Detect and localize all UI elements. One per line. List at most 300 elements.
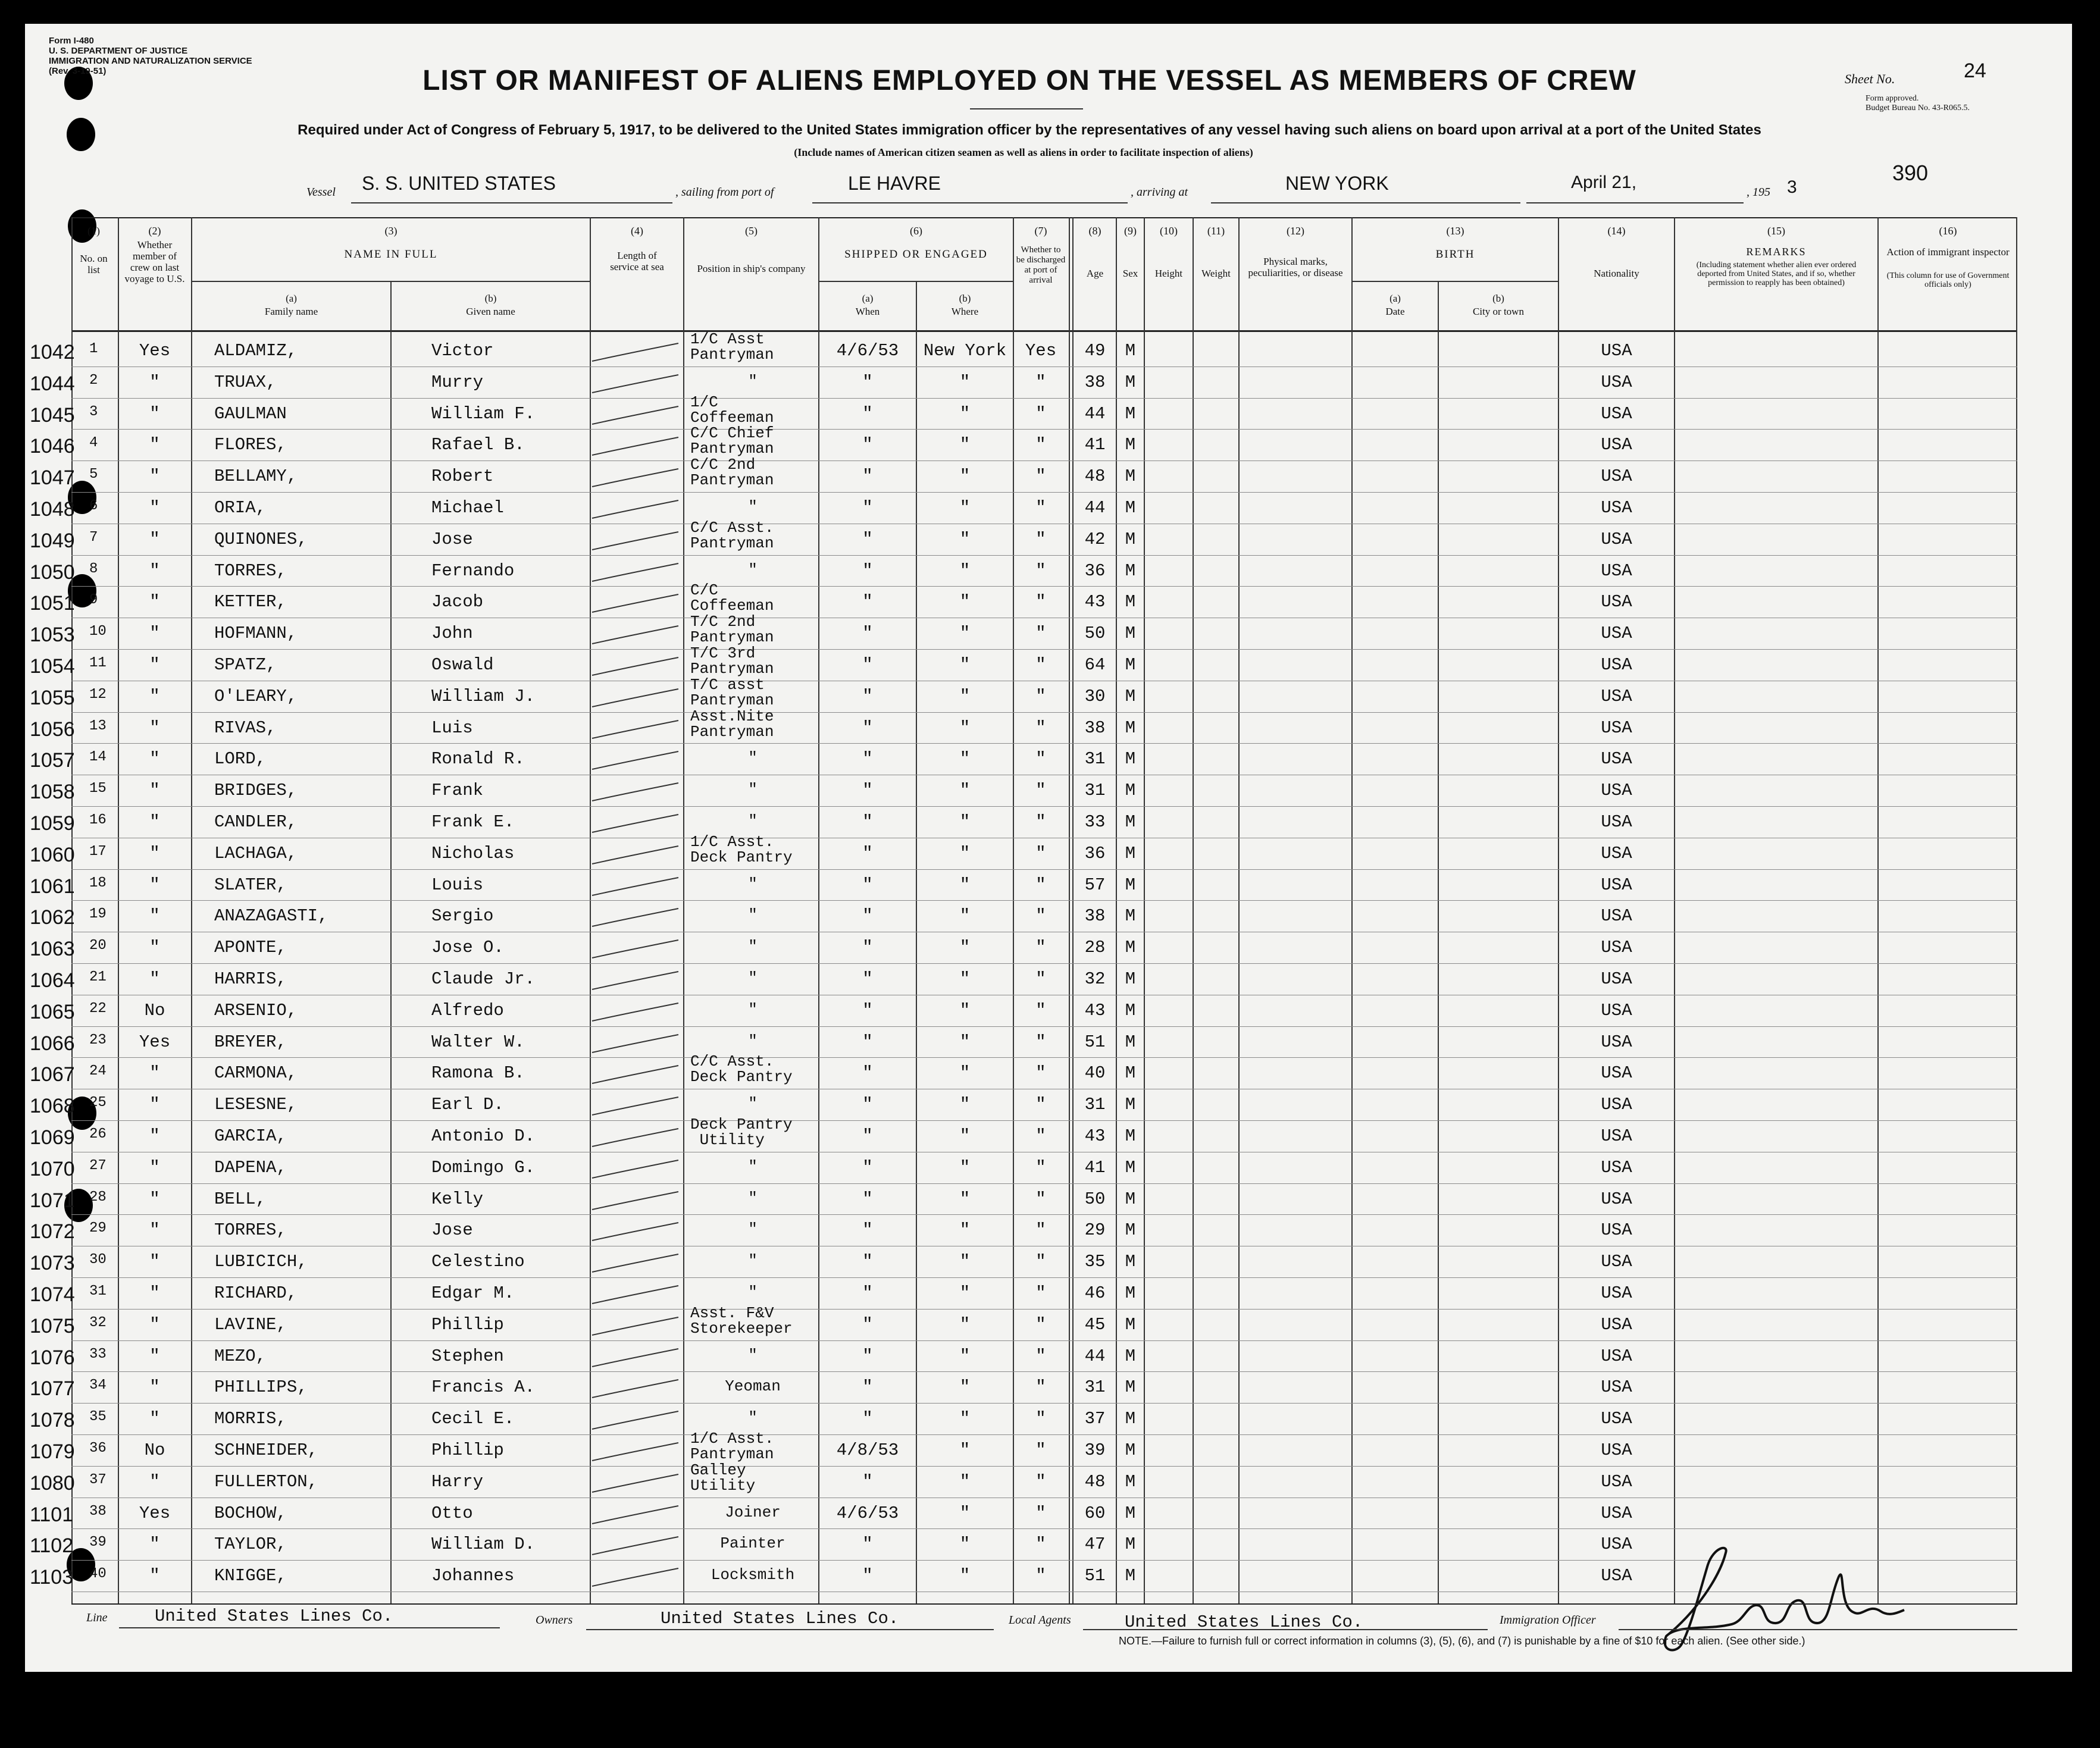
- nationality: USA: [1601, 718, 1632, 738]
- family-name: KETTER,: [214, 592, 287, 612]
- crew-last-voyage: ": [149, 403, 160, 424]
- family-name: ALDAMIZ,: [214, 341, 298, 361]
- shipped-when: ": [862, 372, 873, 392]
- age: 43: [1084, 592, 1106, 612]
- row-rule: [71, 1340, 2017, 1341]
- row-rule: [71, 586, 2017, 587]
- margin-number: 1078: [30, 1409, 75, 1432]
- service-length-mark: [589, 844, 684, 867]
- family-name: MEZO,: [214, 1346, 267, 1366]
- position: C/C 2nd Pantryman: [690, 456, 774, 490]
- list-number: 18: [89, 875, 107, 891]
- shipped-when: ": [862, 1471, 873, 1492]
- discharge-flag: ": [1035, 1157, 1046, 1177]
- crew-last-voyage: ": [149, 1157, 160, 1177]
- sex: M: [1125, 686, 1136, 706]
- agents-value: United States Lines Co.: [1125, 1612, 1363, 1632]
- list-number: 25: [89, 1095, 107, 1111]
- margin-number: 1079: [30, 1440, 75, 1463]
- row-rule: [71, 806, 2017, 807]
- margin-number: 1065: [30, 1000, 75, 1023]
- sex: M: [1125, 938, 1136, 958]
- margin-number: 1060: [30, 843, 75, 866]
- year-label: , 195: [1747, 186, 1770, 199]
- nationality: USA: [1601, 1566, 1632, 1586]
- col13a-header: Date: [1385, 306, 1405, 317]
- crew-last-voyage: Yes: [139, 1032, 171, 1052]
- family-name: LUBICICH,: [214, 1252, 308, 1272]
- service-length-mark: [589, 655, 684, 679]
- crew-last-voyage: ": [149, 749, 160, 769]
- age: 49: [1084, 341, 1106, 361]
- margin-number: 1046: [30, 435, 75, 458]
- crew-last-voyage: ": [149, 1409, 160, 1429]
- service-length-mark: [589, 812, 684, 836]
- age: 38: [1084, 372, 1106, 392]
- form-identifier: [49, 36, 252, 76]
- shipped-when: ": [862, 592, 873, 612]
- margin-number: 1074: [30, 1283, 75, 1306]
- position: ": [748, 1283, 758, 1301]
- margin-number: 1062: [30, 906, 75, 929]
- list-number: 2: [89, 372, 98, 389]
- position: ": [748, 906, 758, 925]
- nationality: USA: [1601, 341, 1632, 361]
- given-name: Francis A.: [431, 1377, 536, 1398]
- family-name: CANDLER,: [214, 812, 298, 832]
- col10-header: Height: [1154, 268, 1183, 279]
- family-name: BRIDGES,: [214, 781, 298, 801]
- shipped-where: ": [959, 1032, 971, 1052]
- discharge-flag: ": [1035, 1283, 1046, 1303]
- row-rule: [71, 1214, 2017, 1215]
- shipped-when: ": [862, 1252, 873, 1272]
- nationality: USA: [1601, 1063, 1632, 1083]
- family-name: FLORES,: [214, 435, 287, 455]
- given-name: William F.: [431, 403, 536, 424]
- sex: M: [1125, 466, 1136, 487]
- discharge-flag: ": [1035, 1314, 1046, 1335]
- shipped-when: ": [862, 1000, 873, 1020]
- shipped-when: ": [862, 1346, 873, 1366]
- penalty-note: NOTE.—Failure to furnish full or correct information in columns (3), (5), (6), and (7) is punishable by a fine of $10 for each alien. (See other side.): [1119, 1635, 1805, 1647]
- crew-last-voyage: ": [149, 560, 160, 581]
- position: ": [748, 372, 758, 390]
- service-length-mark: [589, 1063, 684, 1087]
- service-length-mark: [589, 687, 684, 710]
- shipped-where: ": [959, 655, 971, 675]
- row-rule: [71, 1403, 2017, 1404]
- shipped-when: ": [862, 1534, 873, 1555]
- department-name: U. S. DEPARTMENT OF JUSTICE: [49, 46, 188, 56]
- list-number: 16: [89, 812, 107, 828]
- given-name: Ronald R.: [431, 749, 525, 769]
- service-length-mark: [589, 1346, 684, 1370]
- col13-header: BIRTH: [1435, 248, 1475, 261]
- shipped-when: ": [862, 781, 873, 801]
- given-name: Antonio D.: [431, 1126, 536, 1146]
- given-name: Nicholas: [431, 843, 515, 863]
- age: 47: [1084, 1534, 1106, 1555]
- discharge-flag: ": [1035, 1063, 1046, 1083]
- shipped-when: ": [862, 812, 873, 832]
- crew-last-voyage: ": [149, 938, 160, 958]
- sex: M: [1125, 1377, 1136, 1398]
- approval-note: [1866, 94, 1970, 113]
- discharge-flag: ": [1035, 624, 1046, 644]
- margin-number: 1058: [30, 781, 75, 804]
- given-name: Oswald: [431, 655, 494, 675]
- year-suffix: 3: [1787, 177, 1797, 197]
- shipped-when: ": [862, 560, 873, 581]
- column-rule: [2016, 217, 2017, 1603]
- col3b-header: Given name: [466, 306, 515, 317]
- fill-rule: [812, 202, 1128, 203]
- discharge-flag: ": [1035, 1252, 1046, 1272]
- sex: M: [1125, 749, 1136, 769]
- list-number: 32: [89, 1314, 107, 1331]
- position: ": [748, 1157, 758, 1176]
- nationality: USA: [1601, 781, 1632, 801]
- row-rule: [71, 869, 2017, 870]
- col3a-header: Family name: [264, 306, 318, 317]
- family-name: MORRIS,: [214, 1409, 287, 1429]
- col12-header: Physical marks, peculiarities, or disease: [1248, 256, 1343, 278]
- list-number: 40: [89, 1566, 107, 1583]
- family-name: BELLAMY,: [214, 466, 298, 487]
- position: C/C Coffeeman: [690, 581, 774, 615]
- crew-last-voyage: ": [149, 655, 160, 675]
- position: Asst.Nite Pantryman: [690, 707, 774, 741]
- list-number: 29: [89, 1220, 107, 1237]
- row-rule: [71, 492, 2017, 493]
- column-rule: [191, 217, 192, 1603]
- shipped-when: ": [862, 1283, 873, 1303]
- family-name: SCHNEIDER,: [214, 1440, 318, 1460]
- nationality: USA: [1601, 1377, 1632, 1398]
- given-name: William J.: [431, 686, 536, 706]
- discharge-flag: ": [1035, 655, 1046, 675]
- row-rule: [71, 1434, 2017, 1435]
- given-name: Frank E.: [431, 812, 515, 832]
- family-name: CARMONA,: [214, 1063, 298, 1083]
- shipped-when: ": [862, 906, 873, 926]
- age: 43: [1084, 1000, 1106, 1020]
- crew-last-voyage: ": [149, 372, 160, 392]
- crew-last-voyage: ": [149, 624, 160, 644]
- given-name: Stephen: [431, 1346, 504, 1366]
- discharge-flag: ": [1035, 938, 1046, 958]
- shipped-when: 4/6/53: [836, 1503, 899, 1523]
- row-rule: [71, 1528, 2017, 1529]
- given-name: Rafael B.: [431, 435, 525, 455]
- discharge-flag: ": [1035, 1471, 1046, 1492]
- crew-last-voyage: ": [149, 529, 160, 549]
- family-name: LESESNE,: [214, 1095, 298, 1115]
- age: 38: [1084, 718, 1106, 738]
- discharge-flag: ": [1035, 1377, 1046, 1398]
- column-rule: [1351, 217, 1353, 1603]
- service-length-mark: [589, 1534, 684, 1558]
- col13b-header: City or town: [1473, 306, 1524, 317]
- row-rule: [71, 429, 2017, 430]
- discharge-flag: Yes: [1025, 341, 1057, 361]
- crew-last-voyage: No: [144, 1000, 165, 1020]
- nationality: USA: [1601, 1252, 1632, 1272]
- position: ": [748, 1095, 758, 1113]
- shipped-when: ": [862, 529, 873, 549]
- service-length-mark: [589, 498, 684, 522]
- col6b-header: Where: [951, 306, 979, 317]
- list-number: 30: [89, 1252, 107, 1268]
- col2-header: Whether member of crew on last voyage to U.S.: [124, 239, 185, 284]
- position: ": [748, 749, 758, 768]
- row-rule: [71, 1309, 2017, 1310]
- table-header-bottom-rule: [71, 330, 2017, 332]
- margin-number: 1103: [30, 1566, 74, 1589]
- sex: M: [1125, 843, 1136, 863]
- position: C/C Asst. Pantryman: [690, 518, 774, 552]
- service-length-mark: [589, 1220, 684, 1244]
- service-length-mark: [589, 1252, 684, 1276]
- nationality: USA: [1601, 1220, 1632, 1240]
- age: 39: [1084, 1440, 1106, 1460]
- shipped-where: ": [959, 686, 971, 706]
- shipped-where: ": [959, 906, 971, 926]
- shipped-when: ": [862, 718, 873, 738]
- given-name: Jose: [431, 529, 473, 549]
- service-length-mark: [589, 1158, 684, 1182]
- crew-last-voyage: ": [149, 1189, 160, 1209]
- age: 36: [1084, 843, 1106, 863]
- col9-number: (9): [1124, 225, 1137, 237]
- age: 32: [1084, 969, 1106, 989]
- family-name: FULLERTON,: [214, 1471, 318, 1492]
- shipped-where: ": [959, 1189, 971, 1209]
- nationality: USA: [1601, 1534, 1632, 1555]
- owners-label: Owners: [536, 1614, 573, 1627]
- shipped-where: ": [959, 592, 971, 612]
- row-rule: [71, 743, 2017, 744]
- shipped-where: ": [959, 624, 971, 644]
- family-name: APONTE,: [214, 938, 287, 958]
- service-length-mark: [589, 875, 684, 899]
- margin-number: 1071: [30, 1189, 75, 1212]
- col3b-letter: (b): [484, 293, 497, 304]
- nationality: USA: [1601, 435, 1632, 455]
- service-length-mark: [589, 466, 684, 490]
- nationality: USA: [1601, 1503, 1632, 1523]
- nationality: USA: [1601, 560, 1632, 581]
- age: 31: [1084, 1377, 1106, 1398]
- shipped-where: ": [959, 938, 971, 958]
- age: 57: [1084, 875, 1106, 895]
- sex: M: [1125, 1126, 1136, 1146]
- sex: M: [1125, 1095, 1136, 1115]
- discharge-flag: ": [1035, 560, 1046, 581]
- family-name: LORD,: [214, 749, 267, 769]
- service-length-mark: [589, 1095, 684, 1119]
- discharge-flag: ": [1035, 1095, 1046, 1115]
- row-rule: [71, 900, 2017, 901]
- discharge-flag: ": [1035, 1566, 1046, 1586]
- fill-rule: [586, 1629, 994, 1630]
- column-rule: [1238, 217, 1240, 1603]
- col15-number: (15): [1767, 225, 1785, 237]
- col6-number: (6): [910, 225, 922, 237]
- position: ": [748, 498, 758, 516]
- family-name: O'LEARY,: [214, 686, 298, 706]
- family-name: BREYER,: [214, 1032, 287, 1052]
- list-number: 14: [89, 749, 107, 766]
- sex: M: [1125, 1063, 1136, 1083]
- position: Yeoman: [725, 1377, 781, 1396]
- given-name: Phillip: [431, 1314, 504, 1335]
- subtitle-note: (Include names of American citizen seamen as well as aliens in order to facilitate inspection of aliens): [794, 146, 1253, 158]
- shipped-where: ": [959, 812, 971, 832]
- discharge-flag: ": [1035, 1534, 1046, 1555]
- service-length-mark: [589, 404, 684, 428]
- service-length-mark: [589, 435, 684, 459]
- given-name: Victor: [431, 341, 494, 361]
- nationality: USA: [1601, 843, 1632, 863]
- list-number: 12: [89, 686, 107, 703]
- col10-number: (10): [1160, 225, 1178, 237]
- service-length-mark: [589, 1409, 684, 1433]
- discharge-flag: ": [1035, 969, 1046, 989]
- family-name: HARRIS,: [214, 969, 287, 989]
- age: 42: [1084, 529, 1106, 549]
- position: ": [748, 1346, 758, 1364]
- row-rule: [71, 712, 2017, 713]
- crew-last-voyage: ": [149, 812, 160, 832]
- service-length-mark: [589, 1377, 684, 1401]
- given-name: Alfredo: [431, 1000, 504, 1020]
- nationality: USA: [1601, 1283, 1632, 1303]
- nationality: USA: [1601, 372, 1632, 392]
- nationality: USA: [1601, 1032, 1632, 1052]
- col15-header: REMARKS: [1746, 246, 1807, 258]
- sex: M: [1125, 906, 1136, 926]
- nationality: USA: [1601, 1157, 1632, 1177]
- list-number: 26: [89, 1126, 107, 1142]
- service-length-mark: [589, 1566, 684, 1590]
- row-rule: [71, 1183, 2017, 1184]
- margin-number: 1059: [30, 812, 75, 835]
- discharge-flag: ": [1035, 1032, 1046, 1052]
- given-name: Otto: [431, 1503, 473, 1523]
- margin-number: 1061: [30, 875, 75, 898]
- given-name: Michael: [431, 498, 504, 518]
- list-number: 38: [89, 1503, 107, 1520]
- margin-number: 1066: [30, 1032, 75, 1055]
- age: 31: [1084, 781, 1106, 801]
- service-length-mark: [589, 906, 684, 930]
- service-length-mark: [589, 749, 684, 773]
- given-name: Earl D.: [431, 1095, 504, 1115]
- column-rule: [1193, 217, 1194, 1603]
- sex: M: [1125, 1314, 1136, 1335]
- list-number: 11: [89, 655, 107, 671]
- family-name: TRUAX,: [214, 372, 277, 392]
- shipped-where: ": [959, 1095, 971, 1115]
- given-name: Louis: [431, 875, 484, 895]
- col13b-letter: (b): [1492, 293, 1504, 304]
- list-number: 10: [89, 624, 107, 640]
- list-number: 17: [89, 843, 107, 860]
- owners-value: United States Lines Co.: [661, 1609, 899, 1628]
- family-name: BELL,: [214, 1189, 267, 1209]
- position: 1/C Coffeeman: [690, 393, 774, 427]
- crew-last-voyage: Yes: [139, 341, 171, 361]
- list-number: 20: [89, 938, 107, 954]
- service-length-mark: [589, 1472, 684, 1496]
- family-name: GAULMAN: [214, 403, 287, 424]
- sex: M: [1125, 812, 1136, 832]
- service-length-mark: [589, 1032, 684, 1056]
- discharge-flag: ": [1035, 875, 1046, 895]
- discharge-flag: ": [1035, 592, 1046, 612]
- nationality: USA: [1601, 875, 1632, 895]
- margin-number: 1072: [30, 1220, 75, 1243]
- nationality: USA: [1601, 592, 1632, 612]
- given-name: Edgar M.: [431, 1283, 515, 1303]
- given-name: Kelly: [431, 1189, 484, 1209]
- crew-last-voyage: ": [149, 1126, 160, 1146]
- discharge-flag: ": [1035, 1346, 1046, 1366]
- given-name: Walter W.: [431, 1032, 525, 1052]
- shipped-where: ": [959, 1000, 971, 1020]
- row-rule: [71, 1466, 2017, 1467]
- shipped-where: ": [959, 718, 971, 738]
- subcolumn-rule: [1438, 281, 1439, 1603]
- given-name: John: [431, 624, 473, 644]
- age: 51: [1084, 1566, 1106, 1586]
- form-number: Form I-480: [49, 36, 94, 46]
- age: 50: [1084, 624, 1106, 644]
- shipped-where: ": [959, 1471, 971, 1492]
- crew-last-voyage: ": [149, 1566, 160, 1586]
- given-name: Harry: [431, 1471, 484, 1492]
- shipped-when: ": [862, 1063, 873, 1083]
- departure-port: LE HAVRE: [848, 173, 941, 194]
- margin-number: 1047: [30, 466, 75, 490]
- position: ": [748, 1189, 758, 1207]
- nationality: USA: [1601, 1471, 1632, 1492]
- family-name: PHILLIPS,: [214, 1377, 308, 1398]
- fill-rule: [1619, 1629, 2017, 1630]
- given-name: Domingo G.: [431, 1157, 536, 1177]
- margin-number: 1057: [30, 749, 75, 772]
- agents-label: Local Agents: [1009, 1614, 1071, 1627]
- list-number: 21: [89, 969, 107, 985]
- shipped-when: ": [862, 1314, 873, 1335]
- margin-number: 1102: [30, 1534, 74, 1558]
- crew-last-voyage: ": [149, 466, 160, 487]
- crew-last-voyage: ": [149, 1471, 160, 1492]
- margin-number: 1075: [30, 1314, 75, 1337]
- discharge-flag: ": [1035, 1409, 1046, 1429]
- family-name: RICHARD,: [214, 1283, 298, 1303]
- age: 48: [1084, 466, 1106, 487]
- sex: M: [1125, 341, 1136, 361]
- margin-number: 1101: [30, 1503, 74, 1526]
- col3-header: NAME IN FULL: [344, 248, 438, 261]
- discharge-flag: ": [1035, 1440, 1046, 1460]
- col11-number: (11): [1207, 225, 1225, 237]
- age: 28: [1084, 938, 1106, 958]
- list-number: 4: [89, 435, 98, 452]
